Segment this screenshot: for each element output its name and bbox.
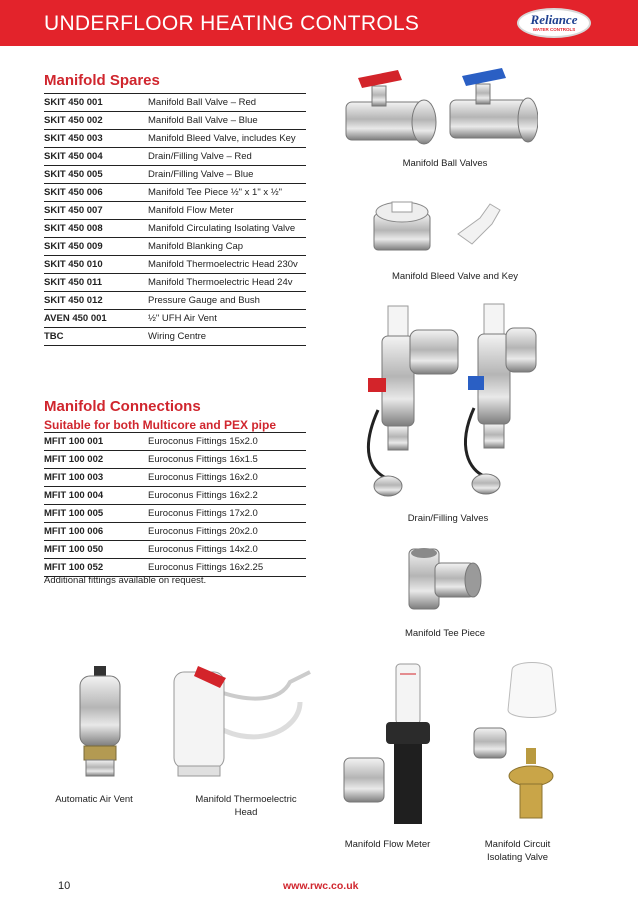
air-vent-caption: Automatic Air Vent [55, 794, 133, 805]
part-description: Manifold Circulating Isolating Valve [148, 220, 306, 238]
part-description: Manifold Bleed Valve, includes Key [148, 130, 306, 148]
part-code: SKIT 450 005 [44, 166, 148, 184]
circuit-valve-caption: Manifold Circuit Isolating Valve [484, 839, 551, 863]
part-description: Manifold Thermoelectric Head 230v [148, 256, 306, 274]
website-link[interactable]: www.rwc.co.uk [283, 880, 359, 892]
table-row [44, 112, 306, 130]
part-code: SKIT 450 012 [44, 292, 148, 310]
part-code: MFIT 100 003 [44, 469, 148, 487]
thermo-head-image [170, 662, 320, 782]
table-row [44, 130, 306, 148]
connections-table [44, 432, 306, 577]
drain-valves-image [360, 300, 540, 505]
table-row [44, 541, 306, 559]
part-code: SKIT 450 002 [44, 112, 148, 130]
part-description: Euroconus Fittings 16x2.0 [148, 469, 306, 487]
ball-valves-caption: Manifold Ball Valves [402, 158, 488, 169]
part-code: SKIT 450 007 [44, 202, 148, 220]
part-code: MFIT 100 002 [44, 451, 148, 469]
part-description: Manifold Ball Valve – Red [148, 94, 306, 112]
part-code: SKIT 450 003 [44, 130, 148, 148]
part-code: SKIT 450 006 [44, 184, 148, 202]
part-code: MFIT 100 001 [44, 433, 148, 451]
table-row [44, 256, 306, 274]
part-description: Euroconus Fittings 15x2.0 [148, 433, 306, 451]
part-description: Euroconus Fittings 16x1.5 [148, 451, 306, 469]
part-code: AVEN 450 001 [44, 310, 148, 328]
part-code: SKIT 450 009 [44, 238, 148, 256]
part-code: MFIT 100 004 [44, 487, 148, 505]
part-description: Euroconus Fittings 17x2.0 [148, 505, 306, 523]
part-code: SKIT 450 001 [44, 94, 148, 112]
table-row [44, 220, 306, 238]
page-header [0, 0, 638, 46]
part-description: Euroconus Fittings 16x2.2 [148, 487, 306, 505]
air-vent-image [70, 662, 130, 782]
part-code: SKIT 450 010 [44, 256, 148, 274]
part-description: Manifold Blanking Cap [148, 238, 306, 256]
part-code: SKIT 450 011 [44, 274, 148, 292]
logo-subtext: WATER CONTROLS [532, 27, 576, 32]
part-description: Manifold Thermoelectric Head 24v [148, 274, 306, 292]
bleed-valve-caption: Manifold Bleed Valve and Key [391, 271, 519, 282]
part-description: Manifold Ball Valve – Blue [148, 112, 306, 130]
part-code: MFIT 100 006 [44, 523, 148, 541]
part-code: SKIT 450 004 [44, 148, 148, 166]
bleed-valve-image [368, 194, 518, 258]
table-row [44, 148, 306, 166]
table-row [44, 487, 306, 505]
part-description: Euroconus Fittings 14x2.0 [148, 541, 306, 559]
flow-meter-image [340, 658, 440, 833]
part-description: ½" UFH Air Vent [148, 310, 306, 328]
part-description: Drain/Filling Valve – Red [148, 148, 306, 166]
part-code: SKIT 450 008 [44, 220, 148, 238]
logo-text: Reliance [530, 12, 578, 27]
tee-piece-caption: Manifold Tee Piece [404, 628, 486, 639]
table-row [44, 328, 306, 346]
table-row [44, 433, 306, 451]
part-description: Drain/Filling Valve – Blue [148, 166, 306, 184]
spares-title: Manifold Spares [44, 72, 160, 89]
page-title: UNDERFLOOR HEATING CONTROLS [44, 12, 420, 35]
part-code: MFIT 100 050 [44, 541, 148, 559]
reliance-logo [517, 8, 591, 38]
drain-valves-caption: Drain/Filling Valves [407, 513, 489, 524]
table-row [44, 238, 306, 256]
connections-subtitle: Suitable for both Multicore and PEX pipe [44, 418, 277, 432]
table-row [44, 523, 306, 541]
circuit-valve-image [468, 658, 568, 833]
table-row [44, 505, 306, 523]
table-row [44, 274, 306, 292]
part-code: MFIT 100 005 [44, 505, 148, 523]
flow-meter-caption: Manifold Flow Meter [344, 839, 431, 850]
table-row [44, 184, 306, 202]
table-row [44, 292, 306, 310]
table-row [44, 310, 306, 328]
part-description: Wiring Centre [148, 328, 306, 346]
table-row [44, 451, 306, 469]
part-description: Euroconus Fittings 20x2.0 [148, 523, 306, 541]
part-description: Pressure Gauge and Bush [148, 292, 306, 310]
part-code: MFIT 100 052 [44, 559, 148, 577]
fittings-note: Additional fittings available on request. [44, 575, 207, 586]
tee-piece-image [405, 545, 485, 615]
table-row [44, 166, 306, 184]
ball-valves-image [338, 66, 538, 158]
table-row [44, 559, 306, 577]
table-row [44, 469, 306, 487]
part-description: Euroconus Fittings 16x2.25 [148, 559, 306, 577]
page-number: 10 [58, 880, 71, 892]
table-row [44, 94, 306, 112]
part-description: Manifold Tee Piece ½" x 1" x ½" [148, 184, 306, 202]
table-row [44, 202, 306, 220]
part-code: TBC [44, 328, 148, 346]
connections-title: Manifold Connections [44, 398, 201, 415]
spares-table [44, 93, 306, 346]
thermo-head-caption: Manifold Thermoelectric Head [195, 794, 297, 818]
part-description: Manifold Flow Meter [148, 202, 306, 220]
